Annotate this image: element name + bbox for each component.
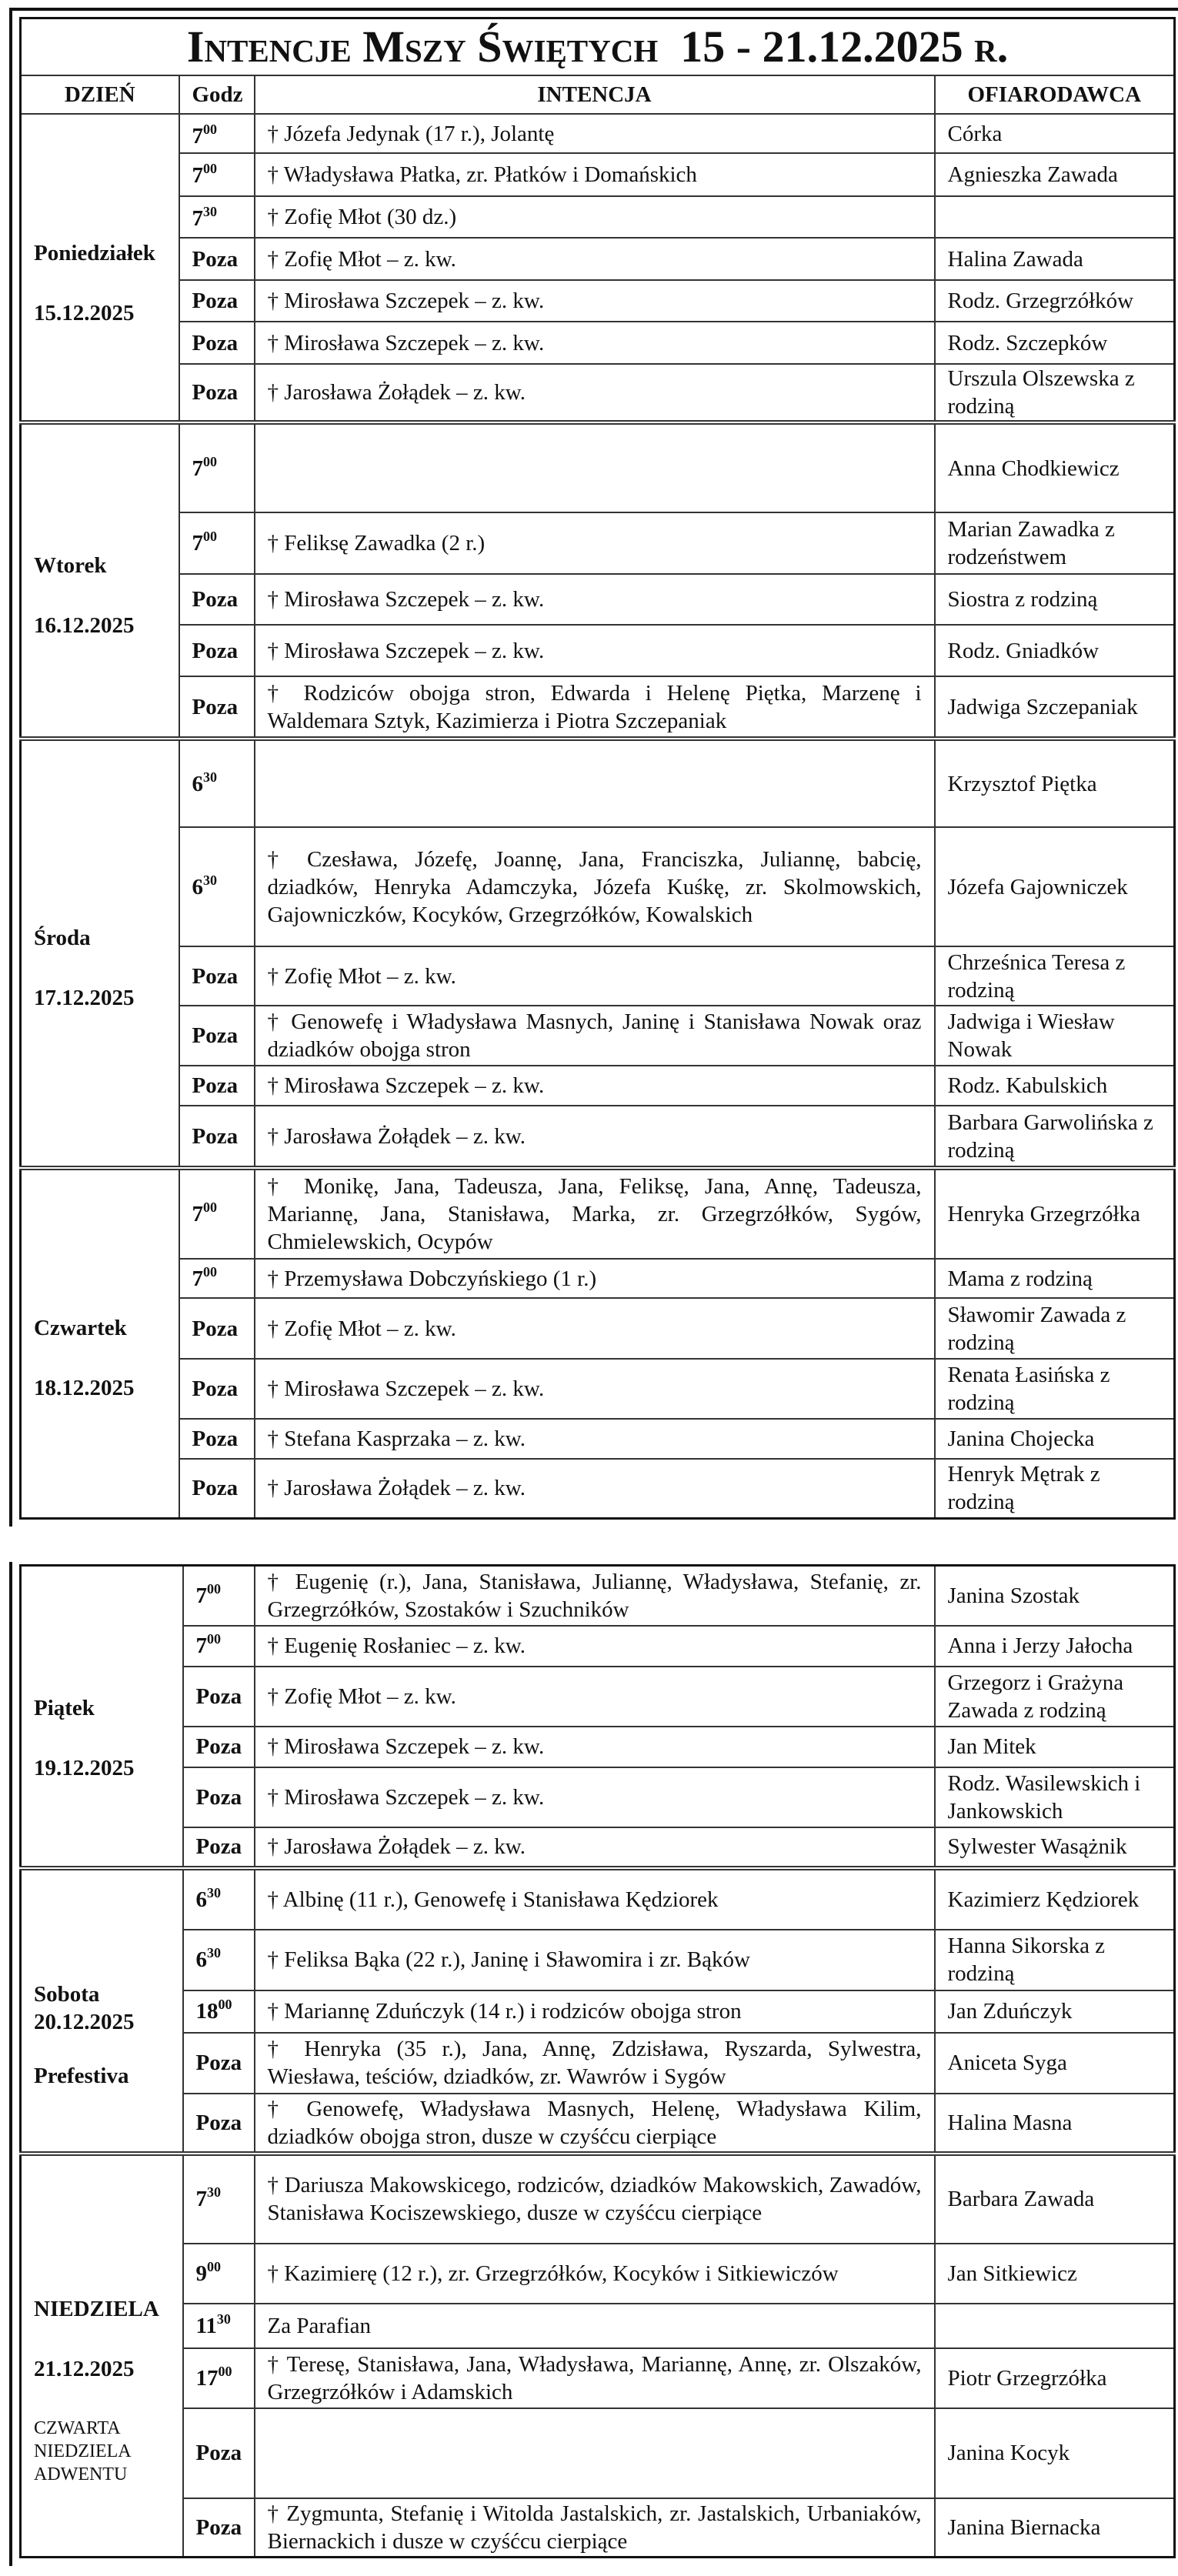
mass-intention: † Mirosława Szczepek – z. kw.	[255, 1359, 935, 1419]
mass-time	[183, 2408, 255, 2498]
mass-time	[179, 1359, 255, 1419]
mass-intention: † Mirosława Szczepek – z. kw.	[255, 1767, 935, 1827]
mass-intention: † Kazimierę (12 r.), zr. Grzegrzółków, Kocyków i Sitkiewiczów	[255, 2244, 935, 2304]
mass-intention: † Henryka (35 r.), Jana, Annę, Zdzisława, Ryszarda, Sylwestra, Wiesława, teściów, dziadków, zr. Wawrów i Sygów	[255, 2033, 935, 2094]
mass-hour: 7	[192, 206, 203, 231]
mass-time	[179, 114, 255, 153]
mass-minutes: 00	[203, 122, 217, 137]
mass-row	[21, 625, 1175, 676]
mass-hour: 7	[195, 1583, 207, 1608]
header-day: DZIEŃ	[21, 75, 179, 114]
mass-row	[21, 2094, 1175, 2154]
mass-donor: Sylwester Wasążnik	[935, 1827, 1175, 1868]
mass-intention	[255, 739, 935, 827]
column-headers	[21, 75, 1175, 114]
mass-row	[21, 1459, 1175, 1518]
mass-hour: 7	[192, 124, 203, 148]
mass-donor: Rodz. Wasilewskich i Jankowskich	[935, 1767, 1175, 1827]
mass-row	[21, 2154, 1175, 2244]
schedule-table-1	[19, 17, 1176, 1520]
mass-intention: † Mirosława Szczepek – z. kw.	[255, 625, 935, 676]
mass-minutes: 00	[207, 2258, 221, 2274]
mass-row	[21, 2498, 1175, 2558]
mass-intention: † Genowefę i Władysława Masnych, Janinę i Stanisława Nowak oraz dziadków obojga stron	[255, 1006, 935, 1066]
mass-hour: 18	[195, 1999, 219, 2024]
mass-intention: † Mariannę Zduńczyk (14 r.) i rodziców obojga stron	[255, 1990, 935, 2033]
mass-donor: Henryka Grzegrzółka	[935, 1168, 1175, 1259]
mass-minutes: 00	[218, 1997, 232, 2012]
day-date: 20.12.2025	[34, 2010, 135, 2034]
mass-hour: Poza	[192, 380, 239, 405]
mass-donor: Jadwiga Szczepaniak	[935, 676, 1175, 739]
mass-row	[21, 238, 1175, 280]
mass-row	[21, 1667, 1175, 1727]
schedule-table-2	[19, 1564, 1176, 2558]
day-name: Środa	[34, 926, 91, 950]
mass-row	[21, 322, 1175, 364]
mass-hour: 6	[192, 874, 203, 899]
schedule-body-1	[21, 114, 1175, 1518]
mass-hour: 6	[192, 771, 203, 796]
mass-hour: 7	[192, 531, 203, 556]
schedule-body-2	[21, 1566, 1175, 2558]
day-date: 15.12.2025	[34, 300, 135, 325]
mass-donor: Janina Szostak	[935, 1566, 1175, 1626]
mass-intention: † Teresę, Stanisława, Jana, Władysława, Mariannę, Annę, zr. Olszaków, Grzegrzółków i Adamskich	[255, 2348, 935, 2408]
mass-time	[179, 574, 255, 625]
day-subtitle: CZWARTA NIEDZIELA ADWENTU	[34, 2418, 131, 2484]
mass-time	[183, 1566, 255, 1626]
header-donor: OFIARODAWCA	[935, 75, 1175, 114]
day-cell	[21, 114, 179, 422]
day-date: 16.12.2025	[34, 612, 135, 638]
day-name: NIEDZIELA	[34, 2296, 159, 2321]
mass-intention: Za Parafian	[255, 2304, 935, 2348]
mass-hour: 7	[192, 163, 203, 188]
mass-donor: Janina Chojecka	[935, 1419, 1175, 1459]
day-cell	[21, 1566, 183, 1868]
mass-row	[21, 2304, 1175, 2348]
mass-time	[179, 364, 255, 422]
mass-intention: † Eugenię Rosłaniec – z. kw.	[255, 1626, 935, 1667]
mass-row	[21, 1259, 1175, 1298]
mass-row	[21, 422, 1175, 512]
mass-time	[179, 827, 255, 946]
mass-hour: 6	[195, 1887, 207, 1912]
mass-time	[179, 1106, 255, 1168]
mass-donor: Mama z rodziną	[935, 1259, 1175, 1298]
mass-intention: † Eugenię (r.), Jana, Stanisława, Juliannę, Władysława, Stefanię, zr. Grzegrzółków, Szostaków i Szuchników	[255, 1566, 935, 1626]
mass-time	[183, 1868, 255, 1930]
mass-donor: Marian Zawadka z rodzeństwem	[935, 512, 1175, 574]
mass-hour: Poza	[192, 587, 239, 612]
mass-time	[179, 512, 255, 574]
mass-time	[183, 2244, 255, 2304]
mass-hour: 11	[195, 2313, 217, 2338]
mass-minutes: 00	[203, 453, 217, 469]
mass-hour: Poza	[192, 1023, 239, 1048]
mass-hour: Poza	[195, 1834, 242, 1859]
mass-donor: Siostra z rodziną	[935, 574, 1175, 625]
mass-time	[183, 1667, 255, 1727]
mass-donor: Jadwiga i Wiesław Nowak	[935, 1006, 1175, 1066]
mass-row	[21, 1767, 1175, 1827]
mass-donor: Anna Chodkiewicz	[935, 422, 1175, 512]
mass-row	[21, 196, 1175, 238]
mass-minutes: 00	[207, 1631, 221, 1647]
mass-hour: Poza	[192, 289, 239, 313]
mass-donor: Jan Zduńczyk	[935, 1990, 1175, 2033]
mass-time	[183, 2304, 255, 2348]
mass-time	[179, 1066, 255, 1106]
mass-intention: † Mirosława Szczepek – z. kw.	[255, 280, 935, 322]
mass-minutes: 00	[203, 1263, 217, 1280]
mass-donor: Halina Zawada	[935, 238, 1175, 280]
mass-time	[183, 1727, 255, 1767]
mass-donor: Janina Kocyk	[935, 2408, 1175, 2498]
mass-minutes: 30	[216, 2311, 231, 2327]
mass-row	[21, 1727, 1175, 1767]
mass-donor: Hanna Sikorska z rodziną	[935, 1930, 1175, 1990]
mass-intention: † Feliksa Bąka (22 r.), Janinę i Sławomira i zr. Bąków	[255, 1930, 935, 1990]
mass-hour: Poza	[195, 2514, 242, 2540]
mass-donor: Córka	[935, 114, 1175, 153]
mass-minutes: 30	[203, 769, 217, 785]
mass-hour: Poza	[192, 963, 239, 989]
mass-intention: † Zofię Młot – z. kw.	[255, 238, 935, 280]
mass-row	[21, 2033, 1175, 2094]
mass-row	[21, 2244, 1175, 2304]
mass-donor: Grzegorz i Grażyna Zawada z rodziną	[935, 1667, 1175, 1727]
page-frame-left-2	[9, 1562, 12, 2566]
mass-time	[179, 676, 255, 739]
mass-hour: 7	[192, 1266, 203, 1291]
mass-donor: Agnieszka Zawada	[935, 153, 1175, 196]
day-date: 17.12.2025	[34, 986, 135, 1010]
mass-intention: † Dariusza Makowskicego, rodziców, dziadków Makowskich, Zawadów, Stanisława Kociszewskiego, dusze w czyśćcu cierpiące	[255, 2154, 935, 2244]
mass-time	[183, 1930, 255, 1990]
mass-hour: Poza	[195, 1734, 242, 1759]
mass-donor: Piotr Grzegrzółka	[935, 2348, 1175, 2408]
mass-time	[183, 2154, 255, 2244]
mass-hour: Poza	[192, 330, 239, 355]
day-date: 21.12.2025	[34, 2356, 135, 2381]
day-name: Piątek	[34, 1696, 95, 1721]
mass-intention	[255, 422, 935, 512]
mass-donor: Rodz. Grzegrzółków	[935, 280, 1175, 322]
mass-hour: Poza	[195, 2441, 242, 2465]
mass-intention: † Jarosława Żołądek – z. kw.	[255, 364, 935, 422]
mass-time	[179, 946, 255, 1006]
mass-hour: Poza	[195, 2050, 242, 2075]
mass-intention	[255, 2408, 935, 2498]
mass-intention: † Genowefę, Władysława Masnych, Helenę, Władysława Kilim, dziadków obojga stron, dusze w czyśćcu cierpiące	[255, 2094, 935, 2154]
mass-intention: † Stefana Kasprzaka – z. kw.	[255, 1419, 935, 1459]
mass-donor: Jan Mitek	[935, 1727, 1175, 1767]
mass-intention: † Józefa Jedynak (17 r.), Jolantę	[255, 114, 935, 153]
mass-intention: † Zygmunta, Stefanię i Witolda Jastalskich, zr. Jastalskich, Urbaniaków, Biernackich i dusze w czyśćcu cierpiące	[255, 2498, 935, 2558]
mass-row	[21, 946, 1175, 1006]
day-name: Czwartek	[34, 1316, 127, 1341]
mass-hour: Poza	[192, 1073, 239, 1098]
mass-intention: † Przemysława Dobczyńskiego (1 r.)	[255, 1259, 935, 1298]
mass-hour: 6	[195, 1947, 207, 1972]
day-name: Sobota	[34, 1982, 100, 2007]
day-cell	[21, 1868, 183, 2154]
mass-intention: † Zofię Młot – z. kw.	[255, 946, 935, 1006]
mass-time	[179, 422, 255, 512]
header-intention: INTENCJA	[255, 75, 935, 114]
mass-intention: † Jarosława Żołądek – z. kw.	[255, 1106, 935, 1168]
mass-row	[21, 1868, 1175, 1930]
mass-time	[179, 1168, 255, 1259]
mass-time	[183, 2094, 255, 2154]
mass-hour: 7	[192, 1202, 203, 1226]
mass-minutes: 00	[203, 529, 217, 544]
title-main: Intencje Mszy Świętych	[186, 22, 659, 72]
mass-row	[21, 1930, 1175, 1990]
mass-time	[179, 1419, 255, 1459]
mass-time	[183, 1626, 255, 1667]
title-dates: 15 - 21.12.2025 r.	[680, 22, 1009, 72]
mass-intention: † Mirosława Szczepek – z. kw.	[255, 1727, 935, 1767]
mass-minutes: 30	[203, 204, 217, 219]
day-cell	[21, 739, 179, 1168]
day-cell	[21, 1168, 179, 1518]
mass-time	[179, 739, 255, 827]
mass-minutes: 00	[207, 1580, 221, 1597]
mass-donor	[935, 196, 1175, 238]
mass-row	[21, 1106, 1175, 1168]
mass-intention: † Jarosława Żołądek – z. kw.	[255, 1459, 935, 1518]
mass-intention: † Mirosława Szczepek – z. kw.	[255, 1066, 935, 1106]
mass-time	[183, 2498, 255, 2558]
mass-intention: † Rodziców obojga stron, Edwarda i Helenę Piętka, Marzenę i Waldemara Sztyk, Kazimierza i Piotra Szczepaniak	[255, 676, 935, 739]
mass-intention: † Monikę, Jana, Tadeusza, Jana, Feliksę, Jana, Annę, Tadeusza, Mariannę, Jana, Stanisława, Marka, zr. Grzegrzółków, Sygów, Chmielewskich, Ocypów	[255, 1168, 935, 1259]
mass-donor: Janina Biernacka	[935, 2498, 1175, 2558]
mass-row	[21, 512, 1175, 574]
day-cell	[21, 422, 179, 739]
mass-hour: 7	[192, 455, 203, 481]
mass-hour: Poza	[192, 638, 239, 663]
mass-row	[21, 1359, 1175, 1419]
mass-minutes: 30	[207, 1884, 221, 1900]
mass-hour: Poza	[195, 2110, 242, 2135]
mass-time	[183, 2033, 255, 2094]
header-time: Godz	[179, 75, 255, 114]
mass-intention: † Mirosława Szczepek – z. kw.	[255, 574, 935, 625]
mass-donor: Henryk Mętrak z rodziną	[935, 1459, 1175, 1518]
mass-donor: Chrześnica Teresa z rodziną	[935, 946, 1175, 1006]
mass-time	[183, 1767, 255, 1827]
mass-time	[179, 625, 255, 676]
mass-time	[179, 153, 255, 196]
mass-row	[21, 2408, 1175, 2498]
mass-hour: 7	[195, 1633, 207, 1658]
day-name: Poniedziałek	[34, 240, 155, 265]
mass-minutes: 00	[218, 2363, 232, 2379]
mass-row	[21, 1626, 1175, 1667]
mass-donor: Barbara Zawada	[935, 2154, 1175, 2244]
mass-minutes: 00	[203, 1200, 217, 1215]
mass-donor: Aniceta Syga	[935, 2033, 1175, 2094]
mass-row	[21, 1006, 1175, 1066]
mass-time	[183, 1827, 255, 1868]
mass-intention: † Władysława Płatka, zr. Płatków i Domańskich	[255, 153, 935, 196]
mass-row	[21, 1298, 1175, 1359]
mass-minutes: 30	[207, 2184, 221, 2200]
mass-donor: Rodz. Szczepków	[935, 322, 1175, 364]
mass-row	[21, 827, 1175, 946]
mass-time	[179, 1459, 255, 1518]
mass-row	[21, 1419, 1175, 1459]
mass-donor: Sławomir Zawada z rodziną	[935, 1298, 1175, 1359]
mass-donor: Anna i Jerzy Jałocha	[935, 1626, 1175, 1667]
mass-row	[21, 1066, 1175, 1106]
mass-row	[21, 1566, 1175, 1626]
mass-hour: 17	[195, 2365, 219, 2391]
mass-time	[179, 1006, 255, 1066]
mass-hour: 7	[195, 2187, 207, 2211]
mass-minutes: 30	[207, 1945, 221, 1960]
mass-time	[179, 196, 255, 238]
mass-donor	[935, 2304, 1175, 2348]
mass-donor: Urszula Olszewska z rodziną	[935, 364, 1175, 422]
mass-hour: Poza	[192, 1376, 239, 1401]
mass-donor: Halina Masna	[935, 2094, 1175, 2154]
day-date: 19.12.2025	[34, 1756, 135, 1781]
mass-row	[21, 2348, 1175, 2408]
mass-time	[179, 1298, 255, 1359]
mass-intention: † Zofię Młot (30 dz.)	[255, 196, 935, 238]
mass-row	[21, 153, 1175, 196]
mass-hour: Poza	[192, 246, 239, 272]
mass-donor: Jan Sitkiewicz	[935, 2244, 1175, 2304]
day-note: Prefestiva	[34, 2064, 129, 2088]
mass-row	[21, 1827, 1175, 1868]
mass-donor: Krzysztof Piętka	[935, 739, 1175, 827]
mass-row	[21, 676, 1175, 739]
mass-row	[21, 280, 1175, 322]
day-date: 18.12.2025	[34, 1376, 135, 1401]
mass-intention: † Feliksę Zawadka (2 r.)	[255, 512, 935, 574]
mass-minutes: 00	[203, 161, 217, 176]
mass-row	[21, 364, 1175, 422]
mass-intention: † Mirosława Szczepek – z. kw.	[255, 322, 935, 364]
page-title	[21, 18, 1175, 76]
mass-hour: Poza	[192, 1123, 239, 1149]
mass-hour: Poza	[192, 1316, 239, 1341]
mass-hour: Poza	[192, 1426, 239, 1451]
mass-intention: † Zofię Młot – z. kw.	[255, 1298, 935, 1359]
mass-row	[21, 1168, 1175, 1259]
mass-donor: Barbara Garwolińska z rodziną	[935, 1106, 1175, 1168]
day-cell	[21, 2154, 183, 2558]
mass-donor: Rodz. Gniadków	[935, 625, 1175, 676]
mass-donor: Kazimierz Kędziorek	[935, 1868, 1175, 1930]
mass-hour: Poza	[195, 1683, 242, 1709]
mass-time	[179, 280, 255, 322]
mass-minutes: 30	[203, 872, 217, 888]
mass-row	[21, 739, 1175, 827]
mass-intention: † Albinę (11 r.), Genowefę i Stanisława Kędziorek	[255, 1868, 935, 1930]
mass-row	[21, 574, 1175, 625]
mass-intention: † Zofię Młot – z. kw.	[255, 1667, 935, 1727]
mass-donor: Józefa Gajowniczek	[935, 827, 1175, 946]
day-name: Wtorek	[34, 552, 107, 578]
mass-donor: Renata Łasińska z rodziną	[935, 1359, 1175, 1419]
mass-time	[183, 2348, 255, 2408]
mass-hour: Poza	[192, 1476, 239, 1501]
mass-donor: Rodz. Kabulskich	[935, 1066, 1175, 1106]
mass-hour: Poza	[192, 694, 239, 719]
mass-time	[183, 1990, 255, 2033]
mass-row	[21, 1990, 1175, 2033]
mass-time	[179, 322, 255, 364]
mass-row	[21, 114, 1175, 153]
mass-intention: † Czesława, Józefę, Joannę, Jana, Franciszka, Juliannę, babcię, dziadków, Henryka Adamczyka, Józefa Kuśkę, zr. Skolmowskich, Gajowniczków, Kocyków, Grzegrzółków, Kowalskich	[255, 827, 935, 946]
mass-intention: † Jarosława Żołądek – z. kw.	[255, 1827, 935, 1868]
mass-hour: Poza	[195, 1784, 242, 1810]
mass-time	[179, 238, 255, 280]
mass-hour: 9	[195, 2261, 207, 2286]
mass-time	[179, 1259, 255, 1298]
